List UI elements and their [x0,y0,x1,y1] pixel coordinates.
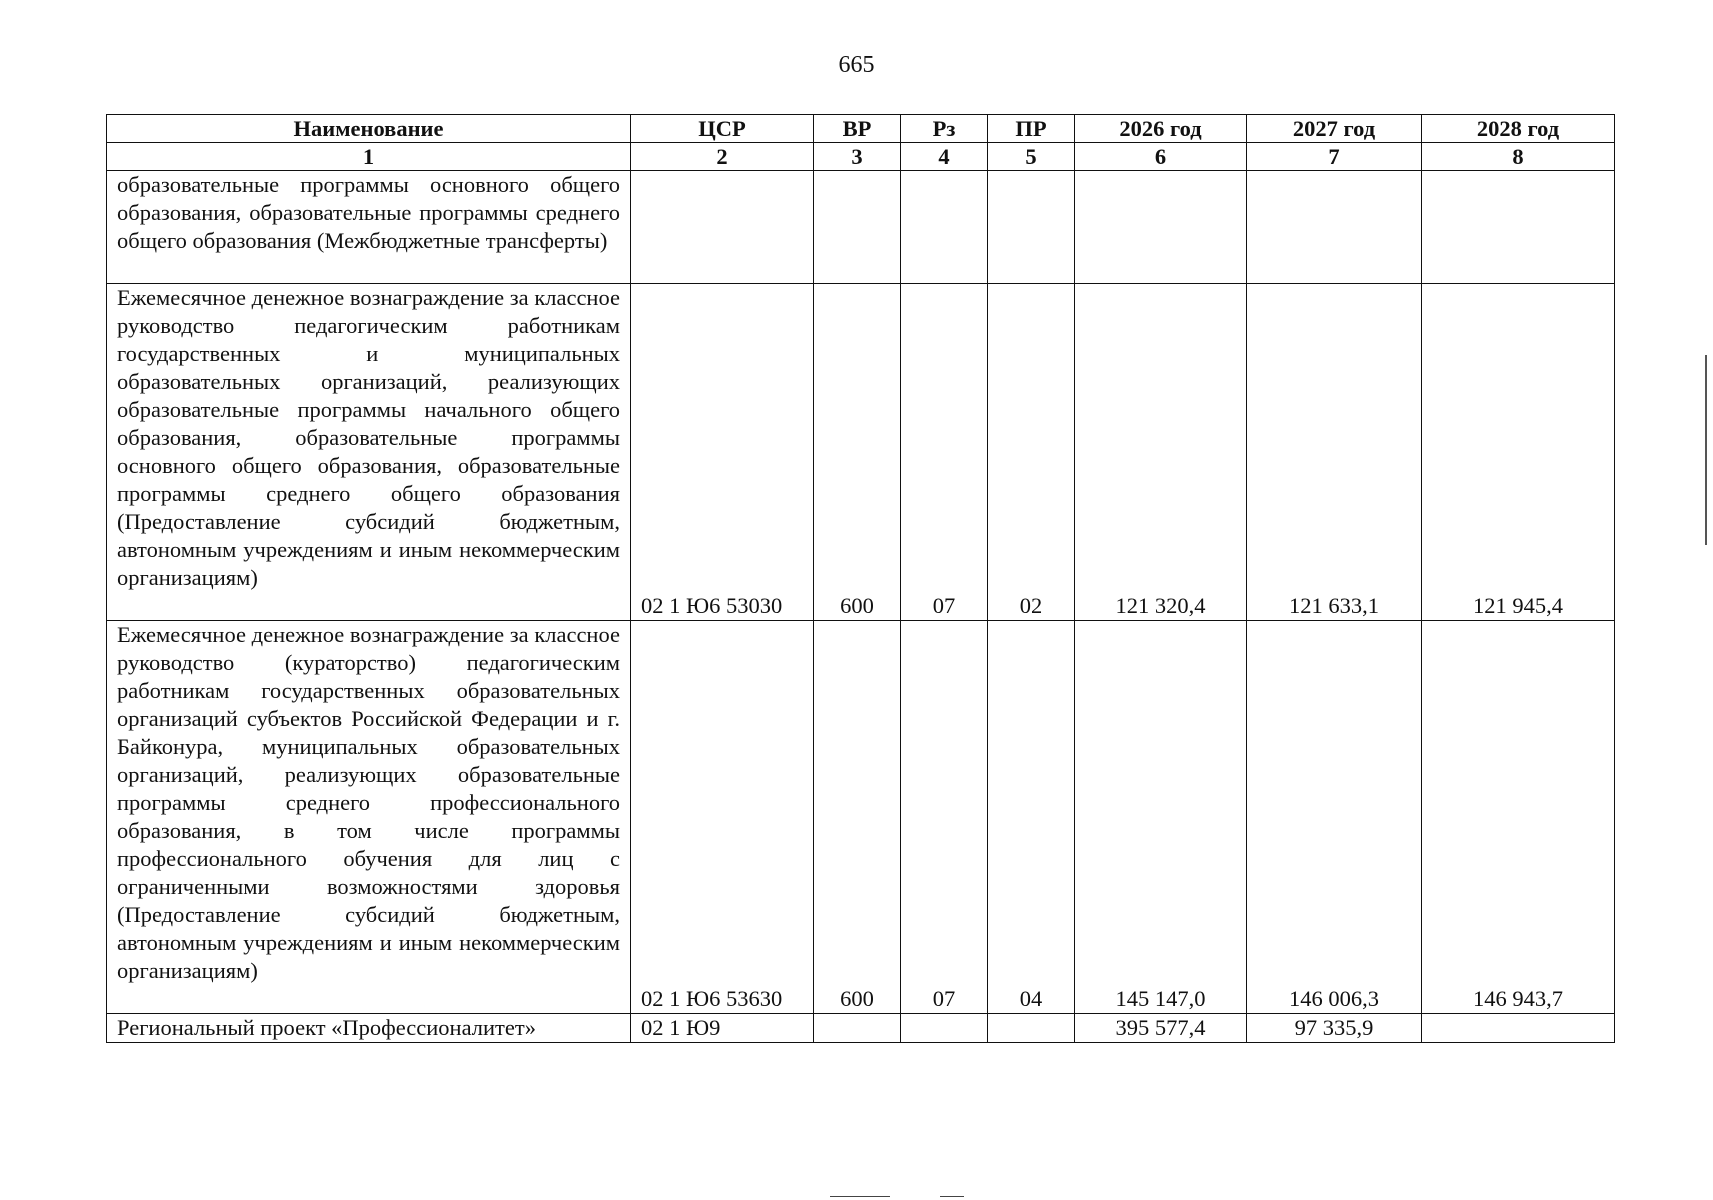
row-2027: 121 633,1 [1247,284,1422,621]
row-pr [988,171,1075,284]
row-pr: 02 [988,284,1075,621]
table-row [107,171,1615,284]
row-2026: 121 320,4 [1075,284,1247,621]
row-csr: 02 1 Ю6 53030 [631,284,814,621]
row-2028 [1422,1014,1615,1043]
row-rz: 07 [901,621,988,1014]
row-name: Ежемесячное денежное вознаграждение за классное руководство педагогическим работникам государственных и муниципальных образовательных организаций, реализующих образовательные программы начального общего образования, образовательные программы основного общего образования, образовательные программы среднего общего образования (Предоставление субсидий бюджетным, автономным учреждениям и иным некоммерческим организациям) [107,284,631,621]
column-number-7: 7 [1247,143,1422,171]
row-2026 [1075,171,1247,284]
row-rz [901,1014,988,1043]
row-2028: 146 943,7 [1422,621,1615,1014]
row-2028: 121 945,4 [1422,284,1615,621]
header-2026: 2026 год [1075,115,1247,143]
header-2027: 2027 год [1247,115,1422,143]
header-name: Наименование [107,115,631,143]
footer-line-right [940,1196,964,1197]
row-2027: 146 006,3 [1247,621,1422,1014]
column-number-6: 6 [1075,143,1247,171]
header-csr: ЦСР [631,115,814,143]
column-number-3: 3 [814,143,901,171]
budget-table [106,114,1615,1043]
header-vr: ВР [814,115,901,143]
row-csr: 02 1 Ю9 [631,1014,814,1043]
row-csr [631,171,814,284]
row-name: образовательные программы основного общего образования, образовательные программы среднего общего образования (Межбюджетные трансферты) [107,171,631,284]
row-rz: 07 [901,284,988,621]
column-number-8: 8 [1422,143,1615,171]
row-2026: 395 577,4 [1075,1014,1247,1043]
row-vr [814,171,901,284]
header-rz: Рз [901,115,988,143]
table-row [107,621,1615,1014]
header-2028: 2028 год [1422,115,1615,143]
row-vr: 600 [814,621,901,1014]
page-number: 665 [838,52,875,78]
table-row [107,284,1615,621]
row-2026: 145 147,0 [1075,621,1247,1014]
footer-marks [830,1196,970,1198]
row-2027: 97 335,9 [1247,1014,1422,1043]
column-number-row [107,143,1615,171]
row-vr: 600 [814,284,901,621]
column-number-4: 4 [901,143,988,171]
header-row [107,115,1615,143]
table-row [107,1014,1615,1043]
scan-edge-mark [1705,355,1707,545]
row-pr: 04 [988,621,1075,1014]
column-number-5: 5 [988,143,1075,171]
row-pr [988,1014,1075,1043]
footer-line-left [830,1196,890,1197]
row-2027 [1247,171,1422,284]
column-number-2: 2 [631,143,814,171]
row-csr: 02 1 Ю6 53630 [631,621,814,1014]
row-vr [814,1014,901,1043]
row-rz [901,171,988,284]
row-name: Ежемесячное денежное вознаграждение за классное руководство (кураторство) педагогическим работникам государственных образовательных организаций субъектов Российской Федерации и г. Байконура, муниципальных образовательных организаций, реализующих образовательные программы среднего профессионального образования, в том числе программы профессионального обучения для лиц с ограниченными возможностями здоровья (Предоставление субсидий бюджетным, автономным учреждениям и иным некоммерческим организациям) [107,621,631,1014]
row-2028 [1422,171,1615,284]
column-number-1: 1 [107,143,631,171]
row-name: Региональный проект «Профессионалитет» [107,1014,631,1043]
header-pr: ПР [988,115,1075,143]
